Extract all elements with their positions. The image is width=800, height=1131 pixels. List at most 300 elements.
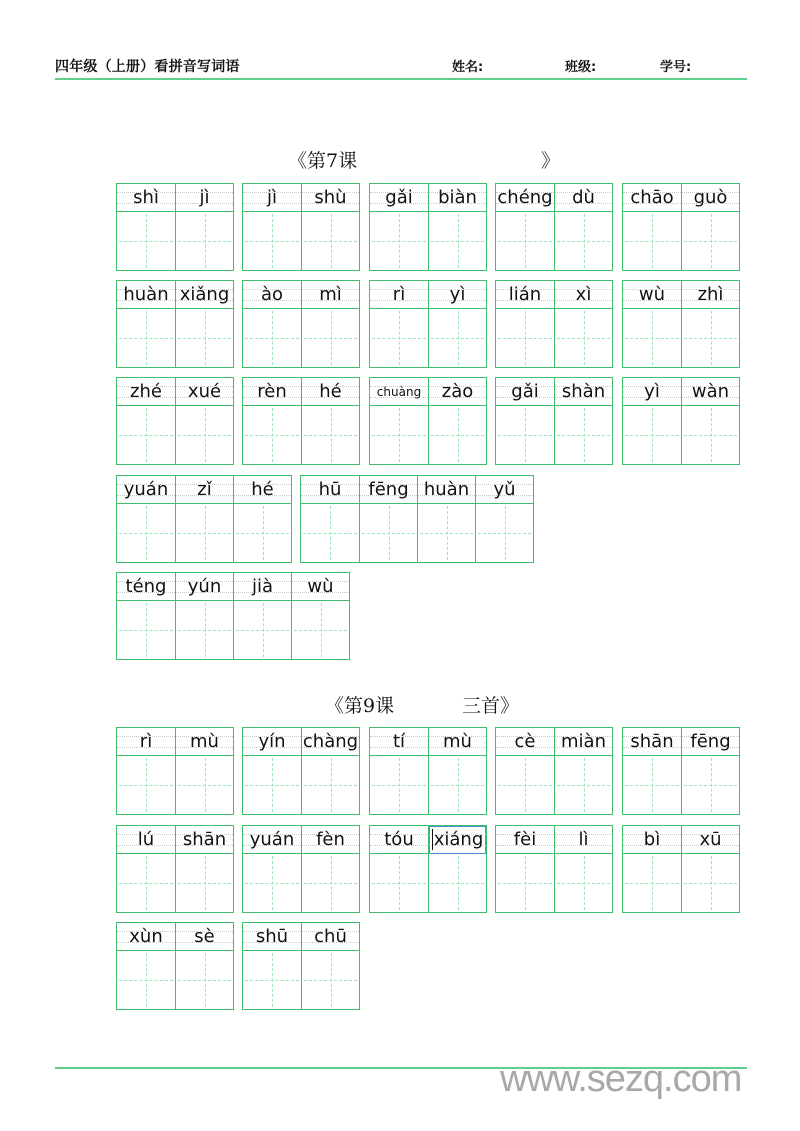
writing-square[interactable] <box>682 212 739 270</box>
worksheet-title: 四年级（上册）看拼音写词语 <box>55 59 240 75</box>
pinyin-label[interactable] <box>555 281 612 309</box>
word-box <box>495 280 613 368</box>
pinyin-label[interactable] <box>117 573 175 601</box>
pinyin-label[interactable] <box>429 184 486 212</box>
pinyin-text: ào <box>260 284 284 305</box>
writing-square[interactable] <box>418 504 475 562</box>
pinyin-text: rì <box>392 284 406 305</box>
pinyin-text: wù <box>307 576 334 597</box>
pinyin-text: gǎi <box>385 187 413 208</box>
pinyin-label[interactable] <box>623 184 681 212</box>
pinyin-label[interactable] <box>682 184 739 212</box>
word-box <box>116 183 234 271</box>
character-cell[interactable] <box>554 184 612 270</box>
pinyin-label[interactable] <box>370 378 428 406</box>
writing-square[interactable] <box>623 406 681 464</box>
word-box <box>116 572 350 660</box>
pinyin-text: chuàng <box>376 385 422 399</box>
word-box <box>116 377 234 465</box>
pinyin-label[interactable] <box>302 184 359 212</box>
writing-square[interactable] <box>555 756 612 814</box>
writing-square[interactable] <box>243 309 301 367</box>
pinyin-label[interactable] <box>176 476 233 504</box>
writing-square[interactable] <box>117 756 175 814</box>
pinyin-text: chàng <box>302 731 359 752</box>
word-box <box>116 825 234 913</box>
writing-square[interactable] <box>117 601 175 659</box>
character-cell[interactable] <box>117 184 175 270</box>
writing-square[interactable] <box>243 406 301 464</box>
pinyin-label[interactable] <box>243 826 301 854</box>
character-cell[interactable] <box>117 728 175 814</box>
character-cell[interactable] <box>681 184 739 270</box>
writing-square[interactable] <box>496 756 554 814</box>
pinyin-text: mù <box>443 731 472 752</box>
pinyin-text: guò <box>693 187 728 208</box>
pinyin-label[interactable] <box>682 281 739 309</box>
name-label: 姓名: <box>452 60 484 75</box>
writing-square[interactable] <box>555 406 612 464</box>
lesson-title-2-right: 三首》 <box>462 695 520 717</box>
pinyin-text: zǐ <box>197 479 212 500</box>
writing-square[interactable] <box>302 854 359 912</box>
writing-square[interactable] <box>117 854 175 912</box>
writing-square[interactable] <box>370 309 428 367</box>
watermark: www.sezq.com <box>500 1058 742 1100</box>
writing-square[interactable] <box>429 212 486 270</box>
pinyin-text: shān <box>182 829 227 850</box>
character-cell[interactable] <box>681 728 739 814</box>
word-box <box>369 825 487 913</box>
pinyin-label[interactable] <box>234 573 291 601</box>
lesson-title-1-left: 《第7课 <box>288 150 358 172</box>
character-cell[interactable] <box>175 184 233 270</box>
pinyin-text: xùn <box>129 926 163 947</box>
pinyin-text: yì <box>449 284 466 305</box>
pinyin-label[interactable] <box>301 476 359 504</box>
word-box <box>495 377 613 465</box>
word-box <box>242 280 360 368</box>
character-cell[interactable] <box>623 826 681 912</box>
character-cell[interactable] <box>681 826 739 912</box>
pinyin-text: yì <box>644 381 660 402</box>
character-cell[interactable] <box>233 573 291 659</box>
pinyin-text: téng <box>125 576 167 597</box>
pinyin-label[interactable] <box>555 728 612 756</box>
character-cell[interactable] <box>175 728 233 814</box>
character-cell[interactable] <box>623 281 681 367</box>
pinyin-label[interactable] <box>429 728 486 756</box>
pinyin-label[interactable] <box>176 184 233 212</box>
pinyin-label[interactable] <box>555 184 612 212</box>
pinyin-label[interactable] <box>117 826 175 854</box>
writing-square[interactable] <box>682 854 739 912</box>
character-cell[interactable] <box>428 184 486 270</box>
writing-square[interactable] <box>370 756 428 814</box>
writing-square[interactable] <box>243 951 301 1009</box>
pinyin-text: xū <box>699 829 722 850</box>
pinyin-text: xiǎng <box>179 284 230 305</box>
character-cell[interactable] <box>496 184 554 270</box>
writing-square[interactable] <box>623 854 681 912</box>
pinyin-label[interactable] <box>429 281 486 309</box>
pinyin-text: fēng <box>690 731 731 752</box>
character-cell[interactable] <box>496 826 554 912</box>
character-cell[interactable] <box>370 826 428 912</box>
writing-square[interactable] <box>301 504 359 562</box>
pinyin-label[interactable] <box>302 728 359 756</box>
character-cell[interactable] <box>117 476 175 562</box>
character-cell[interactable] <box>117 826 175 912</box>
word-box <box>495 825 613 913</box>
pinyin-label[interactable] <box>302 826 359 854</box>
writing-square[interactable] <box>234 504 291 562</box>
writing-square[interactable] <box>302 756 359 814</box>
pinyin-text: rèn <box>257 381 287 402</box>
pinyin-label[interactable] <box>292 573 349 601</box>
character-cell[interactable] <box>117 923 175 1009</box>
pinyin-label[interactable] <box>418 476 475 504</box>
pinyin-label[interactable] <box>682 378 739 406</box>
pinyin-label[interactable] <box>117 378 175 406</box>
word-box <box>116 475 292 563</box>
word-box <box>622 183 740 271</box>
lesson-title-1-right: 》 <box>541 150 561 172</box>
pinyin-label[interactable] <box>117 728 175 756</box>
pinyin-label[interactable] <box>496 378 554 406</box>
writing-square[interactable] <box>496 854 554 912</box>
writing-square[interactable] <box>176 406 233 464</box>
writing-square[interactable] <box>176 951 233 1009</box>
pinyin-text: jì <box>266 187 277 208</box>
student-id-label: 学号: <box>660 60 692 75</box>
pinyin-text: hé <box>319 381 342 402</box>
writing-square[interactable] <box>176 601 233 659</box>
pinyin-label[interactable] <box>243 923 301 951</box>
writing-square[interactable] <box>302 309 359 367</box>
pinyin-label[interactable] <box>623 826 681 854</box>
writing-square[interactable] <box>496 212 554 270</box>
pinyin-label[interactable] <box>496 184 554 212</box>
pinyin-text: huàn <box>123 284 169 305</box>
character-cell[interactable] <box>496 728 554 814</box>
writing-square[interactable] <box>302 212 359 270</box>
writing-square[interactable] <box>176 504 233 562</box>
character-cell[interactable] <box>301 184 359 270</box>
writing-square[interactable] <box>429 854 486 912</box>
word-box <box>116 727 234 815</box>
pinyin-label[interactable] <box>176 728 233 756</box>
worksheet-header <box>55 56 747 80</box>
character-cell[interactable] <box>370 378 428 464</box>
writing-square[interactable] <box>117 309 175 367</box>
word-box <box>369 727 487 815</box>
writing-square[interactable] <box>623 309 681 367</box>
writing-square[interactable] <box>176 212 233 270</box>
word-box <box>369 280 487 368</box>
writing-square[interactable] <box>117 504 175 562</box>
character-cell[interactable] <box>370 184 428 270</box>
word-box <box>242 377 360 465</box>
word-box <box>116 922 234 1010</box>
pinyin-label[interactable] <box>370 728 428 756</box>
writing-square[interactable] <box>117 212 175 270</box>
writing-square[interactable] <box>623 756 681 814</box>
pinyin-text: fēng <box>368 479 409 500</box>
writing-square[interactable] <box>176 309 233 367</box>
pinyin-text: fèn <box>316 829 345 850</box>
pinyin-text: bì <box>643 829 661 850</box>
character-cell[interactable] <box>475 476 533 562</box>
word-box <box>622 727 740 815</box>
pinyin-label[interactable] <box>117 476 175 504</box>
pinyin-text: zhì <box>697 284 724 305</box>
character-cell[interactable] <box>175 378 233 464</box>
pinyin-text: cè <box>514 731 536 752</box>
pinyin-label[interactable] <box>429 826 486 854</box>
word-box <box>300 475 534 563</box>
character-cell[interactable] <box>623 378 681 464</box>
word-box <box>622 825 740 913</box>
writing-square[interactable] <box>360 504 417 562</box>
pinyin-label[interactable] <box>176 923 233 951</box>
character-cell[interactable] <box>623 184 681 270</box>
pinyin-text: yuán <box>249 829 295 850</box>
pinyin-text: shān <box>630 731 674 752</box>
pinyin-text: yín <box>258 731 286 752</box>
writing-square[interactable] <box>476 504 533 562</box>
character-cell[interactable] <box>175 476 233 562</box>
pinyin-text: tí <box>392 731 406 752</box>
pinyin-text: yǔ <box>493 479 516 500</box>
character-cell[interactable] <box>359 476 417 562</box>
writing-square[interactable] <box>555 309 612 367</box>
character-cell[interactable] <box>175 573 233 659</box>
character-cell[interactable] <box>243 923 301 1009</box>
character-cell[interactable] <box>301 728 359 814</box>
pinyin-text: lián <box>508 284 542 305</box>
writing-square[interactable] <box>555 212 612 270</box>
pinyin-label[interactable] <box>682 826 739 854</box>
character-cell[interactable] <box>554 728 612 814</box>
character-cell[interactable] <box>243 728 301 814</box>
character-cell[interactable] <box>370 281 428 367</box>
writing-square[interactable] <box>302 406 359 464</box>
writing-square[interactable] <box>176 854 233 912</box>
character-cell[interactable] <box>496 378 554 464</box>
pinyin-text: lì <box>578 829 589 850</box>
pinyin-text: zào <box>441 381 474 402</box>
word-box <box>242 825 360 913</box>
pinyin-text: rì <box>139 731 153 752</box>
pinyin-text: chéng <box>497 187 553 208</box>
character-cell[interactable] <box>496 281 554 367</box>
pinyin-text: jià <box>251 576 274 597</box>
character-cell[interactable] <box>243 826 301 912</box>
pinyin-text: yún <box>187 576 222 597</box>
writing-square[interactable] <box>682 406 739 464</box>
character-cell[interactable] <box>554 826 612 912</box>
character-cell[interactable] <box>243 184 301 270</box>
writing-square[interactable] <box>370 406 428 464</box>
pinyin-label[interactable] <box>429 378 486 406</box>
pinyin-label[interactable] <box>496 281 554 309</box>
writing-square[interactable] <box>429 756 486 814</box>
pinyin-text: mì <box>319 284 342 305</box>
character-cell[interactable] <box>554 378 612 464</box>
writing-square[interactable] <box>176 756 233 814</box>
word-box <box>369 183 487 271</box>
pinyin-label[interactable] <box>623 728 681 756</box>
word-box <box>369 377 487 465</box>
pinyin-label[interactable] <box>302 378 359 406</box>
pinyin-label[interactable] <box>243 728 301 756</box>
pinyin-text: chāo <box>630 187 674 208</box>
pinyin-label[interactable] <box>302 281 359 309</box>
writing-square[interactable] <box>496 406 554 464</box>
writing-square[interactable] <box>370 854 428 912</box>
pinyin-label[interactable] <box>496 728 554 756</box>
word-box <box>622 377 740 465</box>
character-cell[interactable] <box>428 728 486 814</box>
pinyin-text: fèi <box>513 829 537 850</box>
pinyin-text: shàn <box>561 381 606 402</box>
pinyin-text: dù <box>572 187 595 208</box>
pinyin-label[interactable] <box>623 281 681 309</box>
pinyin-text: shū <box>255 926 289 947</box>
writing-square[interactable] <box>370 212 428 270</box>
pinyin-text: lú <box>137 829 155 850</box>
writing-square[interactable] <box>117 951 175 1009</box>
pinyin-text: yuán <box>123 479 169 500</box>
character-cell[interactable] <box>681 281 739 367</box>
character-cell[interactable] <box>243 281 301 367</box>
pinyin-label[interactable] <box>370 826 428 854</box>
word-box <box>622 280 740 368</box>
word-box <box>116 280 234 368</box>
character-cell[interactable] <box>301 923 359 1009</box>
pinyin-text: tóu <box>384 829 414 850</box>
pinyin-label[interactable] <box>243 281 301 309</box>
character-cell[interactable] <box>117 573 175 659</box>
word-box <box>242 922 360 1010</box>
character-cell[interactable] <box>417 476 475 562</box>
pinyin-text: xiáng <box>433 829 484 850</box>
pinyin-label[interactable] <box>682 728 739 756</box>
pinyin-text: shì <box>133 187 159 208</box>
pinyin-text: chū <box>314 926 347 947</box>
word-box <box>242 183 360 271</box>
writing-square[interactable] <box>243 854 301 912</box>
character-cell[interactable] <box>301 826 359 912</box>
pinyin-text: biàn <box>438 187 477 208</box>
pinyin-text: zhé <box>130 381 162 402</box>
character-cell[interactable] <box>175 281 233 367</box>
character-cell[interactable] <box>301 281 359 367</box>
pinyin-text: gǎi <box>511 381 539 402</box>
writing-square[interactable] <box>302 951 359 1009</box>
character-cell[interactable] <box>554 281 612 367</box>
writing-square[interactable] <box>243 756 301 814</box>
character-cell[interactable] <box>623 728 681 814</box>
pinyin-label[interactable] <box>176 378 233 406</box>
writing-square[interactable] <box>429 406 486 464</box>
writing-square[interactable] <box>117 406 175 464</box>
pinyin-label[interactable] <box>370 184 428 212</box>
pinyin-label[interactable] <box>476 476 533 504</box>
pinyin-text: hū <box>318 479 342 500</box>
character-cell[interactable] <box>175 923 233 1009</box>
header-divider <box>55 78 747 80</box>
pinyin-label[interactable] <box>555 378 612 406</box>
pinyin-label[interactable] <box>243 378 301 406</box>
pinyin-text: wù <box>638 284 666 305</box>
writing-square[interactable] <box>682 756 739 814</box>
pinyin-text: miàn <box>561 731 606 752</box>
writing-square[interactable] <box>243 212 301 270</box>
character-cell[interactable] <box>233 476 291 562</box>
lesson-title-2-left: 《第9课 <box>325 695 395 717</box>
word-box <box>495 727 613 815</box>
pinyin-label[interactable] <box>623 378 681 406</box>
character-cell[interactable] <box>291 573 349 659</box>
character-cell[interactable] <box>301 378 359 464</box>
character-cell[interactable] <box>428 281 486 367</box>
character-cell[interactable] <box>681 378 739 464</box>
pinyin-text: jì <box>199 187 210 208</box>
pinyin-text: huàn <box>423 479 470 500</box>
writing-square[interactable] <box>292 601 349 659</box>
pinyin-label[interactable] <box>117 184 175 212</box>
pinyin-label[interactable] <box>176 573 233 601</box>
pinyin-label[interactable] <box>496 826 554 854</box>
writing-square[interactable] <box>234 601 291 659</box>
character-cell[interactable] <box>117 281 175 367</box>
pinyin-label[interactable] <box>234 476 291 504</box>
pinyin-text: shù <box>314 187 347 208</box>
writing-square[interactable] <box>623 212 681 270</box>
pinyin-text: mù <box>190 731 219 752</box>
character-cell[interactable] <box>301 476 359 562</box>
pinyin-text: xì <box>575 284 592 305</box>
pinyin-label[interactable] <box>360 476 417 504</box>
writing-square[interactable] <box>429 309 486 367</box>
writing-square[interactable] <box>496 309 554 367</box>
character-cell[interactable] <box>428 826 486 912</box>
character-cell[interactable] <box>175 826 233 912</box>
character-cell[interactable] <box>243 378 301 464</box>
pinyin-label[interactable] <box>176 826 233 854</box>
pinyin-label[interactable] <box>117 281 175 309</box>
word-box <box>242 727 360 815</box>
pinyin-text: sè <box>194 926 215 947</box>
writing-square[interactable] <box>682 309 739 367</box>
pinyin-text: xué <box>187 381 222 402</box>
character-cell[interactable] <box>117 378 175 464</box>
pinyin-label[interactable] <box>176 281 233 309</box>
pinyin-text: wàn <box>691 381 730 402</box>
pinyin-label[interactable] <box>555 826 612 854</box>
writing-square[interactable] <box>555 854 612 912</box>
pinyin-label[interactable] <box>117 923 175 951</box>
character-cell[interactable] <box>370 728 428 814</box>
pinyin-text: hé <box>251 479 274 500</box>
word-box <box>495 183 613 271</box>
pinyin-label[interactable] <box>370 281 428 309</box>
pinyin-label[interactable] <box>302 923 359 951</box>
character-cell[interactable] <box>428 378 486 464</box>
pinyin-label[interactable] <box>243 184 301 212</box>
